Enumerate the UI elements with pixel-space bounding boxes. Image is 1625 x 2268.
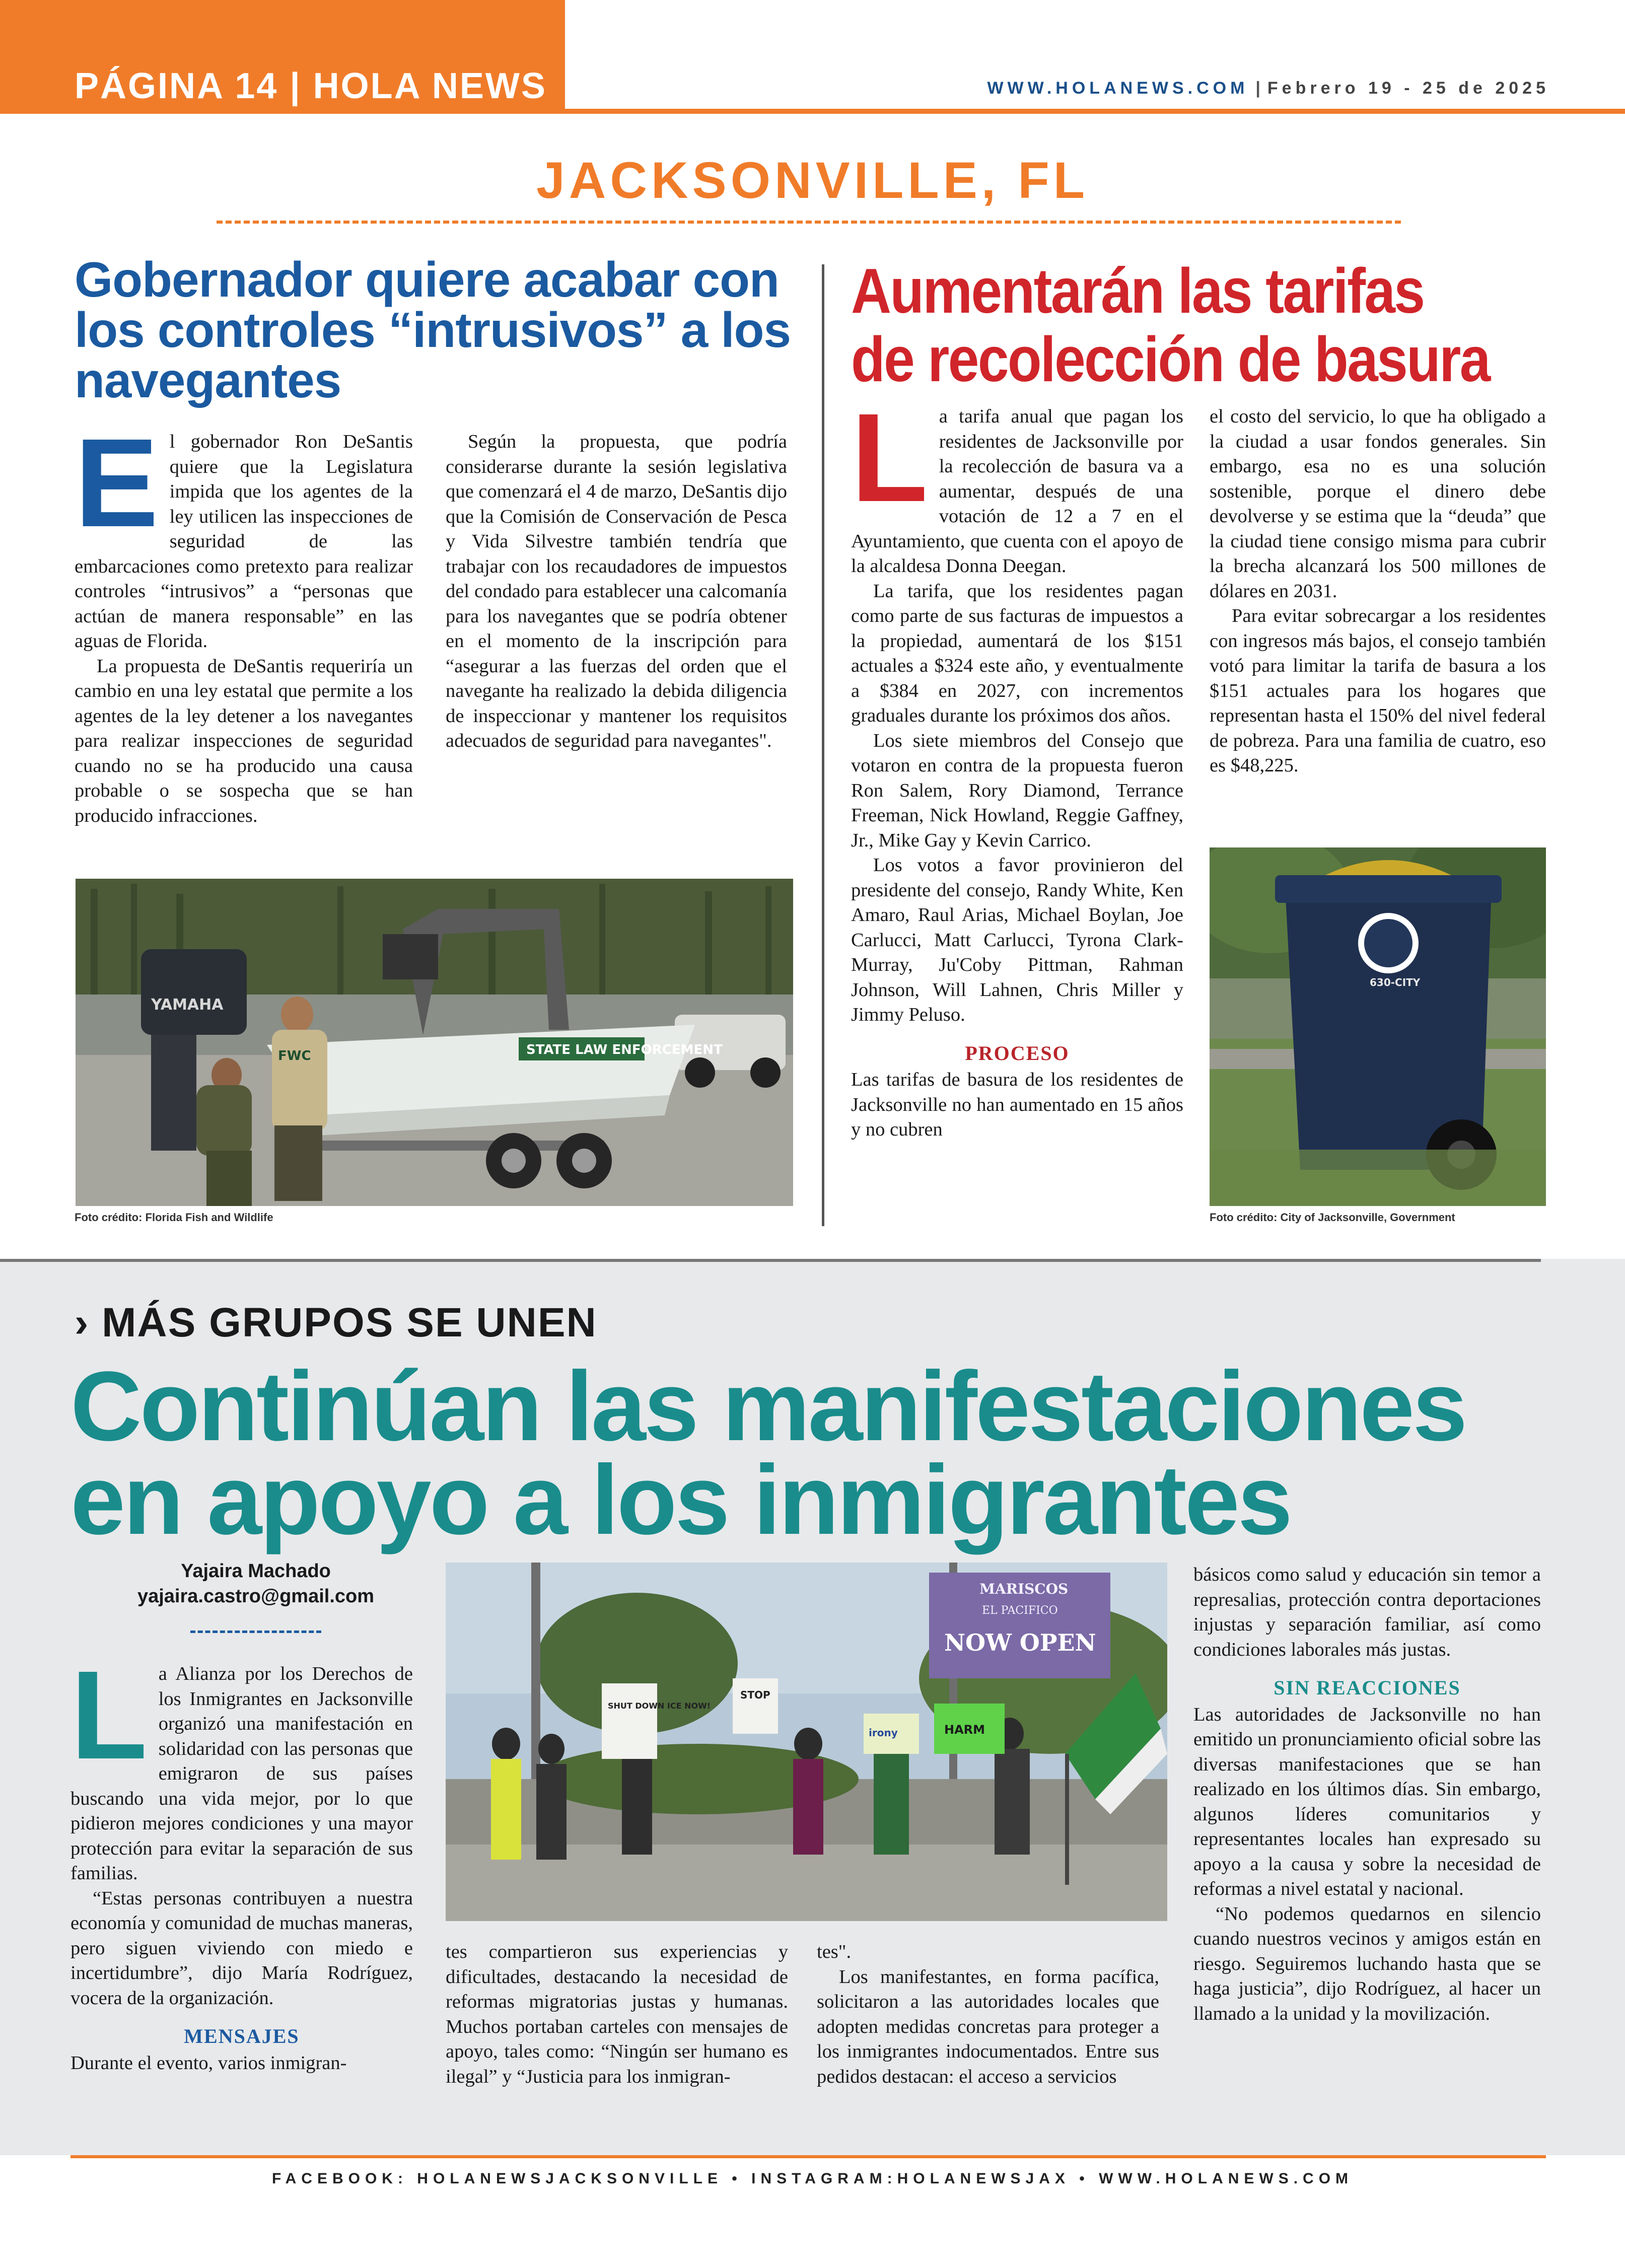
lower-column-4	[1193, 1563, 1541, 2026]
footer-social-links[interactable]: FACEBOOK: HOLANEWSJACKSONVILLE • INSTAGRAM:HOLANEWSJAX • WWW.HOLANEWS.COM	[271, 2170, 1354, 2187]
sign-open-text: NOW OPEN	[944, 1629, 1096, 1656]
lower-column-3	[817, 1940, 1159, 2089]
bin-label-text: 630-CITY	[1370, 976, 1421, 988]
paragraph-text: l gobernador Ron DeSantis quiere que la Legislatura impida que los agentes de la ley utilicen las inspecciones de seguridad de las embarcaciones como pretexto para realizar controles “intrusivos” a “personas que actúan de manera responsable” en las aguas de Florida.	[75, 431, 413, 652]
header-separator: |	[1255, 79, 1260, 98]
article-right-paragraph-4: Los votos a favor provinieron del presidente del consejo, Randy White, Ken Amaro, Raul Arias, Michael Boylan, Joe Carlucci, Matt Carlucci, Tyrona Clark-Murray, Ju'Coby Pittman, Rahman Johnson, Will Lahnen, Chris Miller y Jimmy Peluso.	[851, 855, 1183, 1025]
lower-paragraph-3: Durante el evento, varios inmigran-	[70, 2052, 347, 2074]
paragraph-text: a tarifa anual que pagan los residentes de Jacksonville por la recolección de basura va a aumentar, después de una votación de 12 a 7 en el Ayuntamiento, que cuenta con el apoyo de la alcaldesa Donna Deegan.	[851, 406, 1183, 577]
column-divider	[822, 264, 824, 1226]
protest-photo	[446, 1563, 1167, 1921]
lower-paragraph-3-cont: tes compartieron sus experiencias y dificultades, destacando la necesidad de reformas migratorias justas y humanas. Muchos portaban carteles con mensajes de apoyo, tales como: “Ningún ser humano es ilegal” y “Justicia para los inmigran-	[446, 1941, 788, 2087]
article-right-photo-caption: Foto crédito: City of Jacksonville, Government	[1210, 1211, 1455, 1224]
sign-sub-text: EL PACIFICO	[982, 1604, 1058, 1617]
issue-date: Febrero 19 - 25 de 2025	[1267, 79, 1549, 98]
article-left-paragraph-3: Según la propuesta, que podría considerarse durante la sesión legislativa que comenzará el 4 de marzo, DeSantis dijo que la Comisión de Conservación de Pesca y Vida Silvestre también tendría que trabajar con los recaudadores de impuestos del condado para establecer una calcomanía para los navegantes que se podría obtener en el momento de la inscripción para “asegurar a las fuerzas del orden que el navegante ha realizado la debida diligencia de inspeccionar y mantener los requisitos adecuados de seguridad para navegantes".	[446, 431, 787, 751]
lower-paragraph-1	[70, 1645, 413, 1886]
dropcap: E	[75, 412, 159, 553]
author-name: Yajaira Machado	[181, 1561, 331, 1582]
lower-column-2	[446, 1940, 788, 2089]
lower-paragraph-4: Los manifestantes, en forma pacífica, solicitaron a las autoridades locales que adopten medidas concretas para proteger a los inmigrantes indocumentados. Entre sus pedidos destacan: el acceso a servicios	[817, 1966, 1159, 2087]
headline-line-1: Aumentarán las tarifas	[851, 255, 1424, 326]
placard-3-text: irony	[869, 1727, 898, 1739]
subhead-sin-reacciones: SIN REACCIONES	[1274, 1676, 1461, 1699]
article-right-paragraph-2: La tarifa, que los residentes pagan como parte de sus facturas de impuestos a la propiedad, aumentará de los $151 actuales a $324 este año, y eventualmente a $384 en 2027, con incrementos graduales durante los próximos dos años.	[851, 580, 1183, 726]
byline-divider	[190, 1631, 321, 1633]
lower-section-rule	[0, 1259, 1541, 1262]
boat-banner-text: STATE LAW ENFORCEMENT	[526, 1042, 723, 1057]
article-right-paragraph-1	[851, 387, 1183, 579]
lower-paragraph-4-cont: básicos como salud y educación sin temor a represalias, protección contra deportaciones injustas y separación familiar, así como condiciones laborales más justas.	[1193, 1564, 1541, 1660]
headline-line-1: Continúan las manifestaciones	[70, 1351, 1466, 1461]
section-divider	[217, 221, 1401, 224]
section-kicker: › MÁS GRUPOS SE UNEN	[75, 1300, 597, 1345]
page-label: PÁGINA 14 | HOLA NEWS	[75, 66, 547, 106]
article-left-photo-caption: Foto crédito: Florida Fish and Wildlife	[75, 1211, 273, 1224]
header-meta	[987, 79, 1549, 98]
header-rule	[565, 109, 1625, 114]
lower-headline	[70, 1351, 1591, 1555]
sign-top-text: MARISCOS	[979, 1581, 1069, 1597]
boat-inspection-photo	[76, 879, 793, 1206]
website-link[interactable]: WWW.HOLANEWS.COM	[987, 79, 1249, 98]
article-left-paragraph-1	[75, 412, 413, 654]
article-left-column-2	[446, 430, 787, 754]
garbage-bin-photo	[1210, 847, 1546, 1206]
article-left-paragraph-2: La propuesta de DeSantis requeriría un cambio en una ley estatal que permite a los agentes de la ley detener a los navegantes para realizar inspecciones de seguridad cuando no se ha producido una causa probable o se sospecha que se han producido infracciones.	[75, 655, 413, 826]
placard-4-text: HARM	[944, 1723, 985, 1737]
author-email[interactable]: yajaira.castro@gmail.com	[137, 1586, 375, 1607]
dropcap: L	[851, 387, 928, 528]
article-right-column-2	[1210, 404, 1546, 778]
lower-paragraph-3-end: tes".	[817, 1941, 852, 1962]
lower-column-1	[70, 1645, 413, 2076]
headline-line-2: en apoyo a los inmigrantes	[70, 1445, 1291, 1555]
lower-paragraph-5: Las autoridades de Jacksonville no han emitido un pronunciamiento oficial sobre las diversas manifestaciones que se han realizado en los últimos días. Sin embargo, algunos líderes comunitarios y representantes locales han expresado su apoyo a la causa y sobre la necesidad de reformas a nivel estatal y nacional.	[1193, 1704, 1541, 1899]
headline-line-2: de recolección de basura	[851, 324, 1490, 395]
section-title: JACKSONVILLE, FL	[536, 152, 1089, 209]
article-right-paragraph-3: Los siete miembros del Consejo que votaron en contra de la propuesta fueron Ron Salem, Rory Diamond, Terrance Freeman, Nick Howland, Reggie Gaffney, Jr., Mike Gay y Kevin Carrico.	[851, 730, 1183, 851]
placard-2-text: STOP	[740, 1689, 770, 1701]
article-right-column-1	[851, 387, 1183, 1143]
placard-1-text: SHUT DOWN ICE NOW!	[608, 1701, 711, 1711]
article-right-paragraph-6: Para evitar sobrecargar a los residentes con ingresos más bajos, el consejo también votó para limitar la tarifa de basura a los $151 actuales para los hogares que representan hasta el 150% del nivel federal de pobreza. Para una familia de cuatro, eso es $48,225.	[1210, 605, 1546, 776]
article-right-paragraph-5: Las tarifas de basura de los residentes de Jacksonville no han aumentado en 15 años y no cubren	[851, 1069, 1183, 1140]
dropcap: L	[70, 1645, 148, 1785]
paragraph-text: a Alianza por los Derechos de los Inmigrantes en Jacksonville organizó una manifestación en solidaridad con las personas que emigraron de sus países buscando una vida mejor, por lo que pidieron mejores condiciones y una mayor protección para evitar la separación de sus familias.	[70, 1663, 413, 1884]
footer-rule	[70, 2155, 1546, 2158]
lower-paragraph-6: “No podemos quedarnos en silencio cuando nuestros vecinos y amigos están en riesgo. Seguiremos luchando hasta que se haga justicia”, dijo Rodríguez, al hacer un llamado a la unidad y la movilización.	[1193, 1903, 1541, 2024]
article-left-headline: Gobernador quiere acabar con los controles “intrusivos” a los navegantes	[75, 252, 791, 408]
subhead-proceso: PROCESO	[965, 1041, 1070, 1065]
subhead-mensajes: MENSAJES	[184, 2025, 300, 2047]
article-right-headline	[851, 255, 1490, 395]
article-right-paragraph-5-cont: el costo del servicio, lo que ha obligado a la ciudad a usar fondos generales. Sin embargo, esa no es una solución sostenible, porque el dinero debe devolverse y se estima que la “deuda” que la ciudad tiene consigo misma para cubrir la brecha alcanzará los 500 millones de dólares en 2031.	[1210, 406, 1546, 602]
article-left-column-1	[75, 412, 413, 828]
lower-paragraph-2: “Estas personas contribuyen a nuestra economía y comunidad de muchas maneras, pero siguen viviendo con miedo e incertidumbre”, dijo María Rodríguez, vocera de la organización.	[70, 1887, 413, 2009]
byline	[75, 1558, 437, 1609]
engine-brand-text: YAMAHA	[151, 996, 224, 1014]
vest-badge-text: FWC	[278, 1048, 311, 1064]
